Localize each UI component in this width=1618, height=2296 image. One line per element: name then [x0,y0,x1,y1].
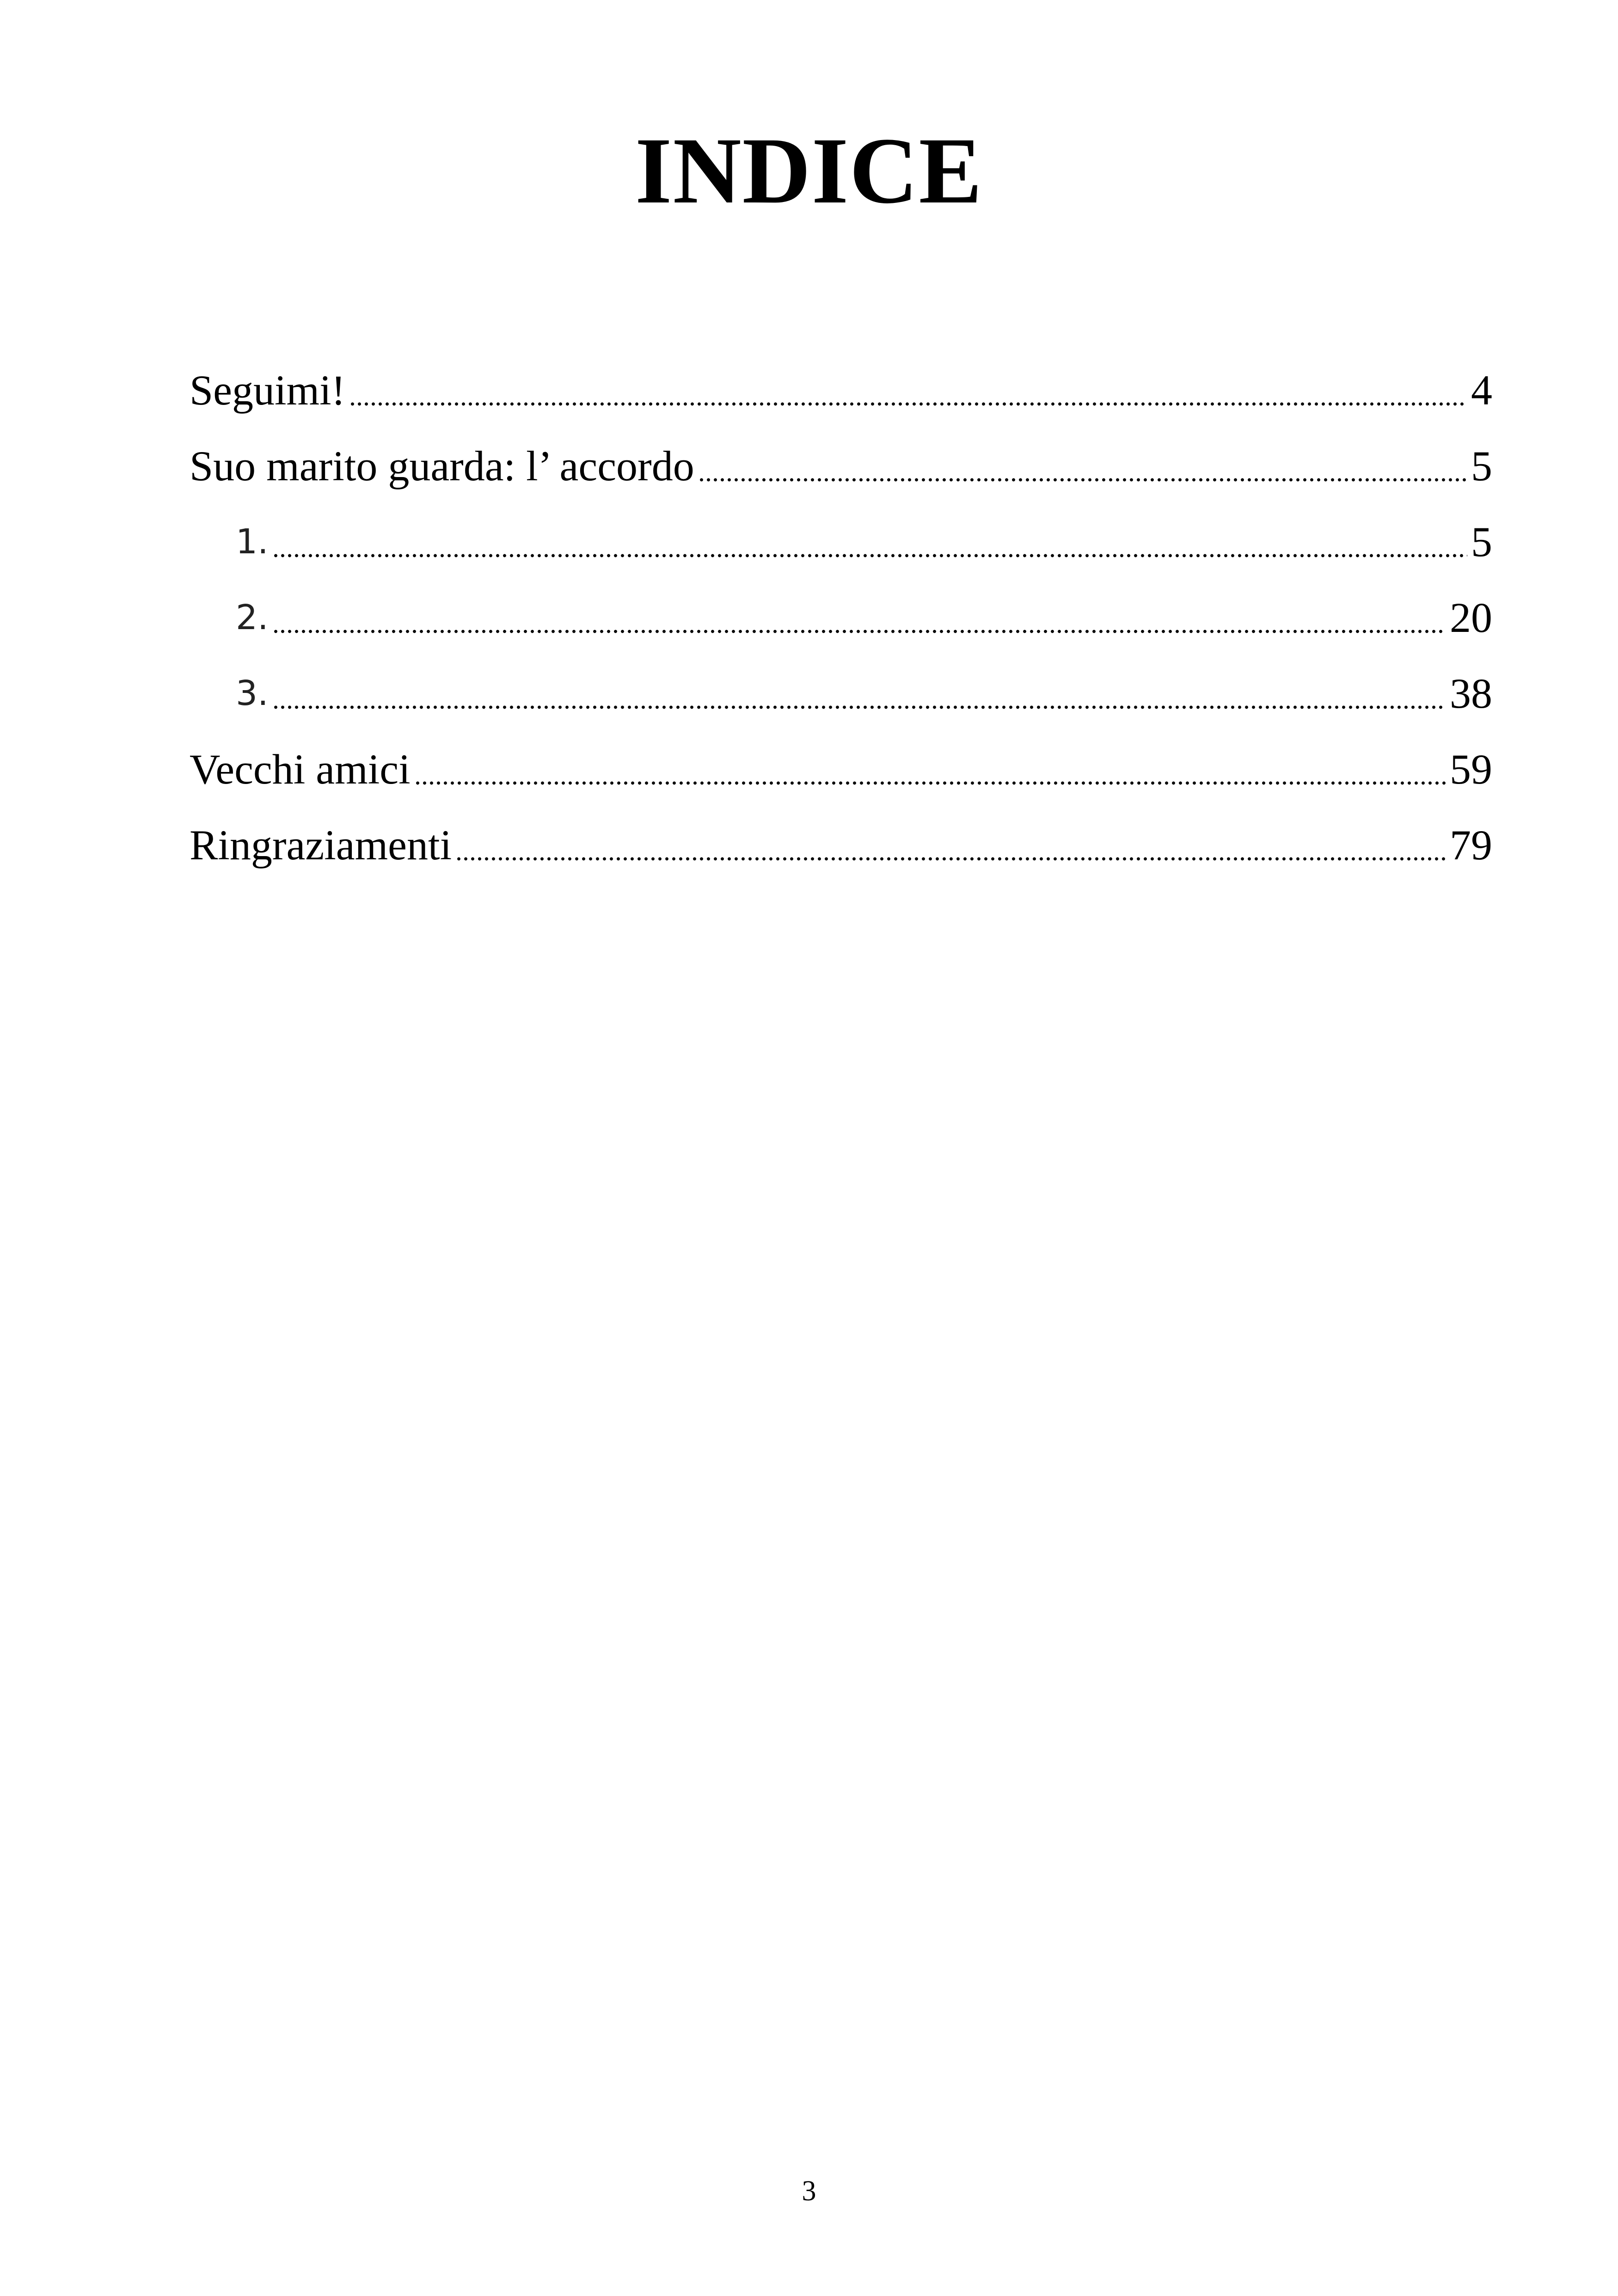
toc-entry-label: 1. [236,522,269,562]
dot-leader [272,666,1446,721]
toc-entry-label: Vecchi amici [190,746,411,793]
dot-leader [698,438,1467,494]
toc-entry-page: 5 [1471,518,1492,565]
toc-entry-suo-marito-guarda[interactable] [190,418,1492,494]
toc-entry-page: 20 [1450,594,1492,641]
toc-entry-page: 59 [1450,746,1492,793]
dot-leader [414,741,1446,797]
dot-leader [349,362,1467,418]
toc-subentry-3[interactable] [190,645,1492,721]
toc-entry-label: 3. [236,673,269,713]
table-of-contents [190,342,1492,873]
page-number: 3 [802,2175,816,2207]
toc-entry-page: 38 [1450,670,1492,717]
toc-entry-label: Ringraziamenti [190,821,452,869]
toc-entry-label: Suo marito guarda: l’ accordo [190,442,694,490]
toc-entry-vecchi-amici[interactable] [190,721,1492,797]
dot-leader [455,817,1446,873]
toc-entry-label: Seguimi! [190,367,346,414]
toc-entry-page: 4 [1471,367,1492,414]
toc-subentry-1[interactable] [190,494,1492,569]
toc-subentry-2[interactable] [190,569,1492,645]
dot-leader [272,514,1467,569]
toc-entry-page: 5 [1471,442,1492,490]
toc-entry-page: 79 [1450,821,1492,869]
page-title: INDICE [635,118,983,223]
toc-entry-ringraziamenti[interactable] [190,797,1492,873]
toc-entry-label: 2. [236,598,269,637]
dot-leader [272,590,1446,645]
toc-entry-seguimi[interactable] [190,342,1492,418]
